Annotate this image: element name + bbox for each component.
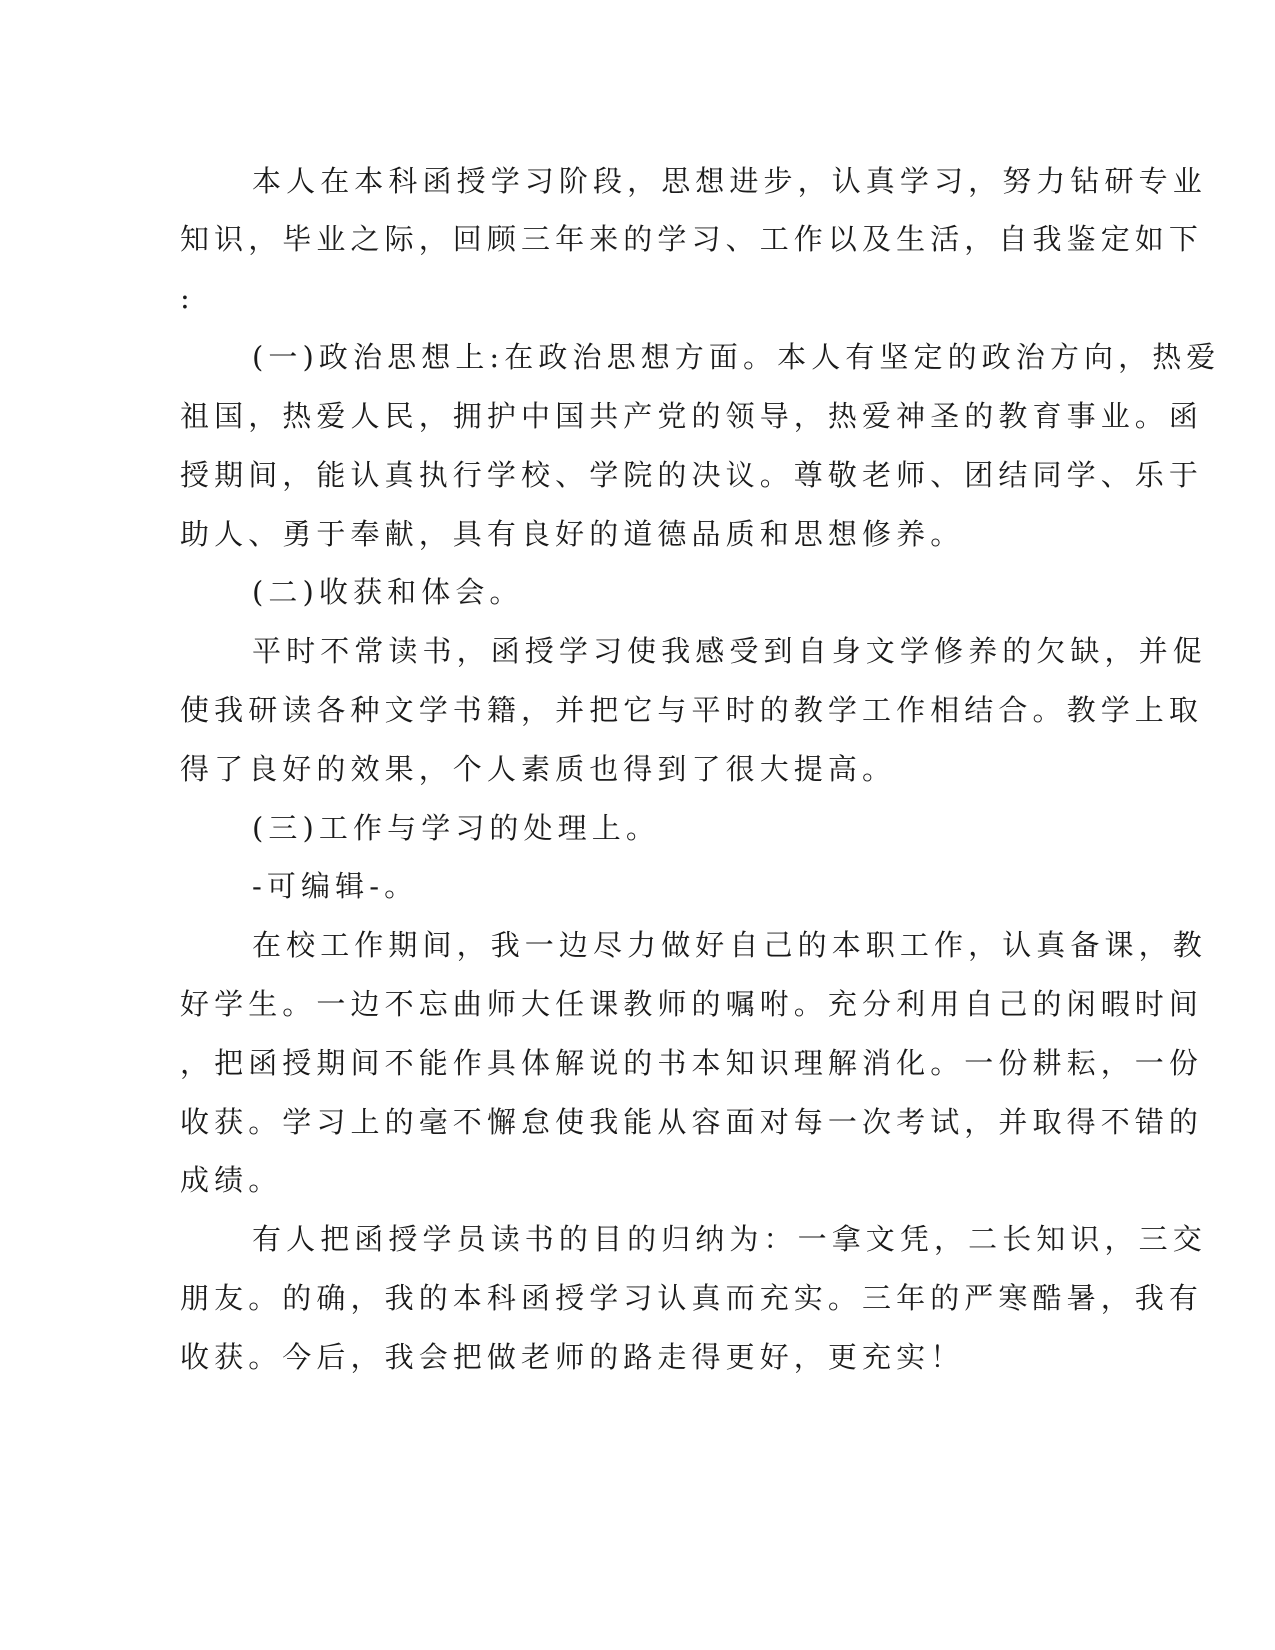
text-line: 得了良好的效果，个人素质也得到了很大提高。: [180, 752, 897, 786]
text-line: 本人在本科函授学习阶段，思想进步，认真学习，努力钻研专业: [252, 164, 1207, 198]
text-line: 有人把函授学员读书的目的归纳为：一拿文凭，二长知识，三交: [252, 1222, 1207, 1256]
text-line: (三)工作与学习的处理上。: [252, 811, 660, 845]
text-line: (一)政治思想上:在政治思想方面。本人有坚定的政治方向，热爱: [252, 340, 1221, 374]
text-line: 在校工作期间，我一边尽力做好自己的本职工作，认真备课，教: [252, 928, 1207, 962]
text-line: 收获。学习上的毫不懈怠使我能从容面对每一次考试，并取得不错的: [180, 1105, 1204, 1139]
text-line: 授期间，能认真执行学校、学院的决议。尊敬老师、团结同学、乐于: [180, 458, 1204, 492]
text-line: 收获。今后，我会把做老师的路走得更好，更充实！: [180, 1340, 965, 1374]
text-line: ，把函授期间不能作具体解说的书本知识理解消化。一份耕耘，一份: [180, 1046, 1204, 1080]
text-line: 朋友。的确，我的本科函授学习认真而充实。三年的严寒酷暑，我有: [180, 1281, 1204, 1315]
text-line: :: [180, 281, 195, 315]
text-line: -可编辑-。: [252, 869, 419, 903]
text-line: 使我研读各种文学书籍，并把它与平时的教学工作相结合。教学上取: [180, 693, 1204, 727]
text-line: 祖国，热爱人民，拥护中国共产党的领导，热爱神圣的教育事业。函: [180, 399, 1204, 433]
text-line: 助人、勇于奉献，具有良好的道德品质和思想修养。: [180, 517, 965, 551]
text-line: 平时不常读书，函授学习使我感受到自身文学修养的欠缺，并促: [252, 634, 1207, 668]
text-line: 好学生。一边不忘曲师大任课教师的嘱咐。充分利用自己的闲暇时间: [180, 987, 1204, 1021]
text-line: (二)收获和体会。: [252, 575, 524, 609]
text-line: 知识，毕业之际，回顾三年来的学习、工作以及生活，自我鉴定如下: [180, 222, 1204, 256]
text-line: 成绩。: [180, 1163, 283, 1197]
